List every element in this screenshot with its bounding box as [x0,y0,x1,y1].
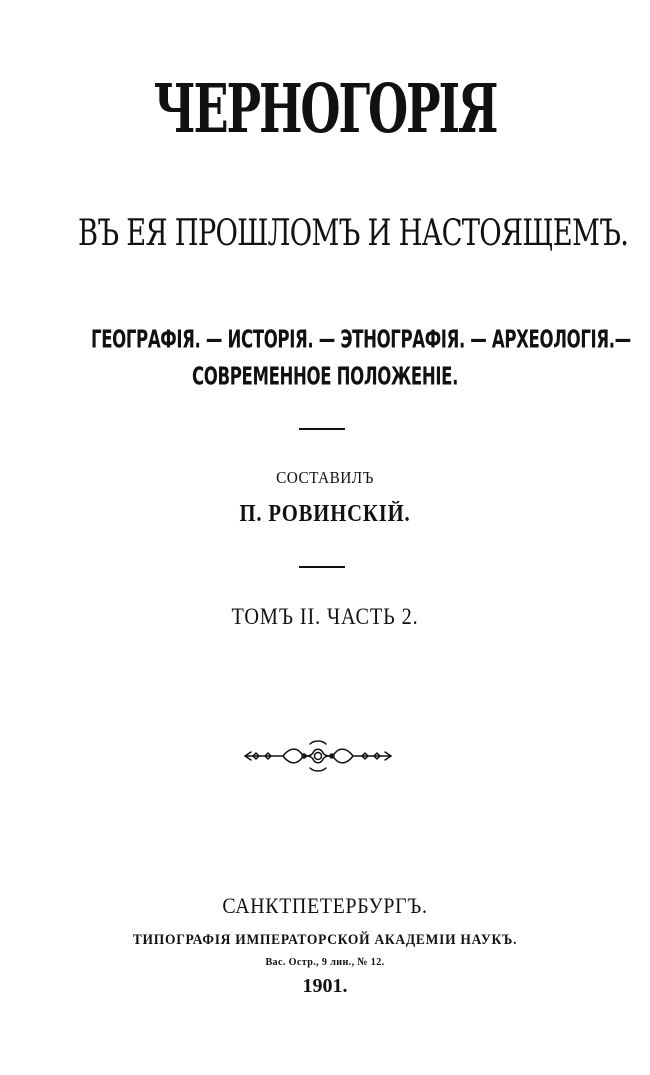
topics-line-1: ГЕОГРАФІЯ. — ИСТОРІЯ. — ЭТНОГРАФІЯ. — АРХЕОЛОГІЯ.— [90,326,631,355]
publication-year: 1901. [302,975,348,997]
book-title: ЧЕРНОГОРІЯ [153,69,497,149]
printing-address: Вас. Остр., 9 лин., № 12. [265,956,385,968]
volume-part-label: ТОМЪ II. ЧАСТЬ 2. [231,604,419,629]
top-divider-rule [299,428,345,430]
book-subtitle: ВЪ ЕЯ ПРОШЛОМЪ И НАСТОЯЩЕМЪ. [78,213,629,254]
author-name: П. РОВИНСКІЙ. [239,501,411,527]
printer-ornament-icon [243,739,393,773]
topics-line-2: СОВРЕМЕННОЕ ПОЛОЖЕНІЕ. [191,363,459,392]
compiled-by-label: СОСТАВИЛЪ [276,468,374,487]
publication-city: САНКТПЕТЕРБУРГЪ. [222,893,428,918]
bottom-divider-rule [299,566,345,568]
printing-house: ТИПОГРАФІЯ ИМПЕРАТОРСКОЙ АКАДЕМІИ НАУКЪ. [132,932,518,948]
